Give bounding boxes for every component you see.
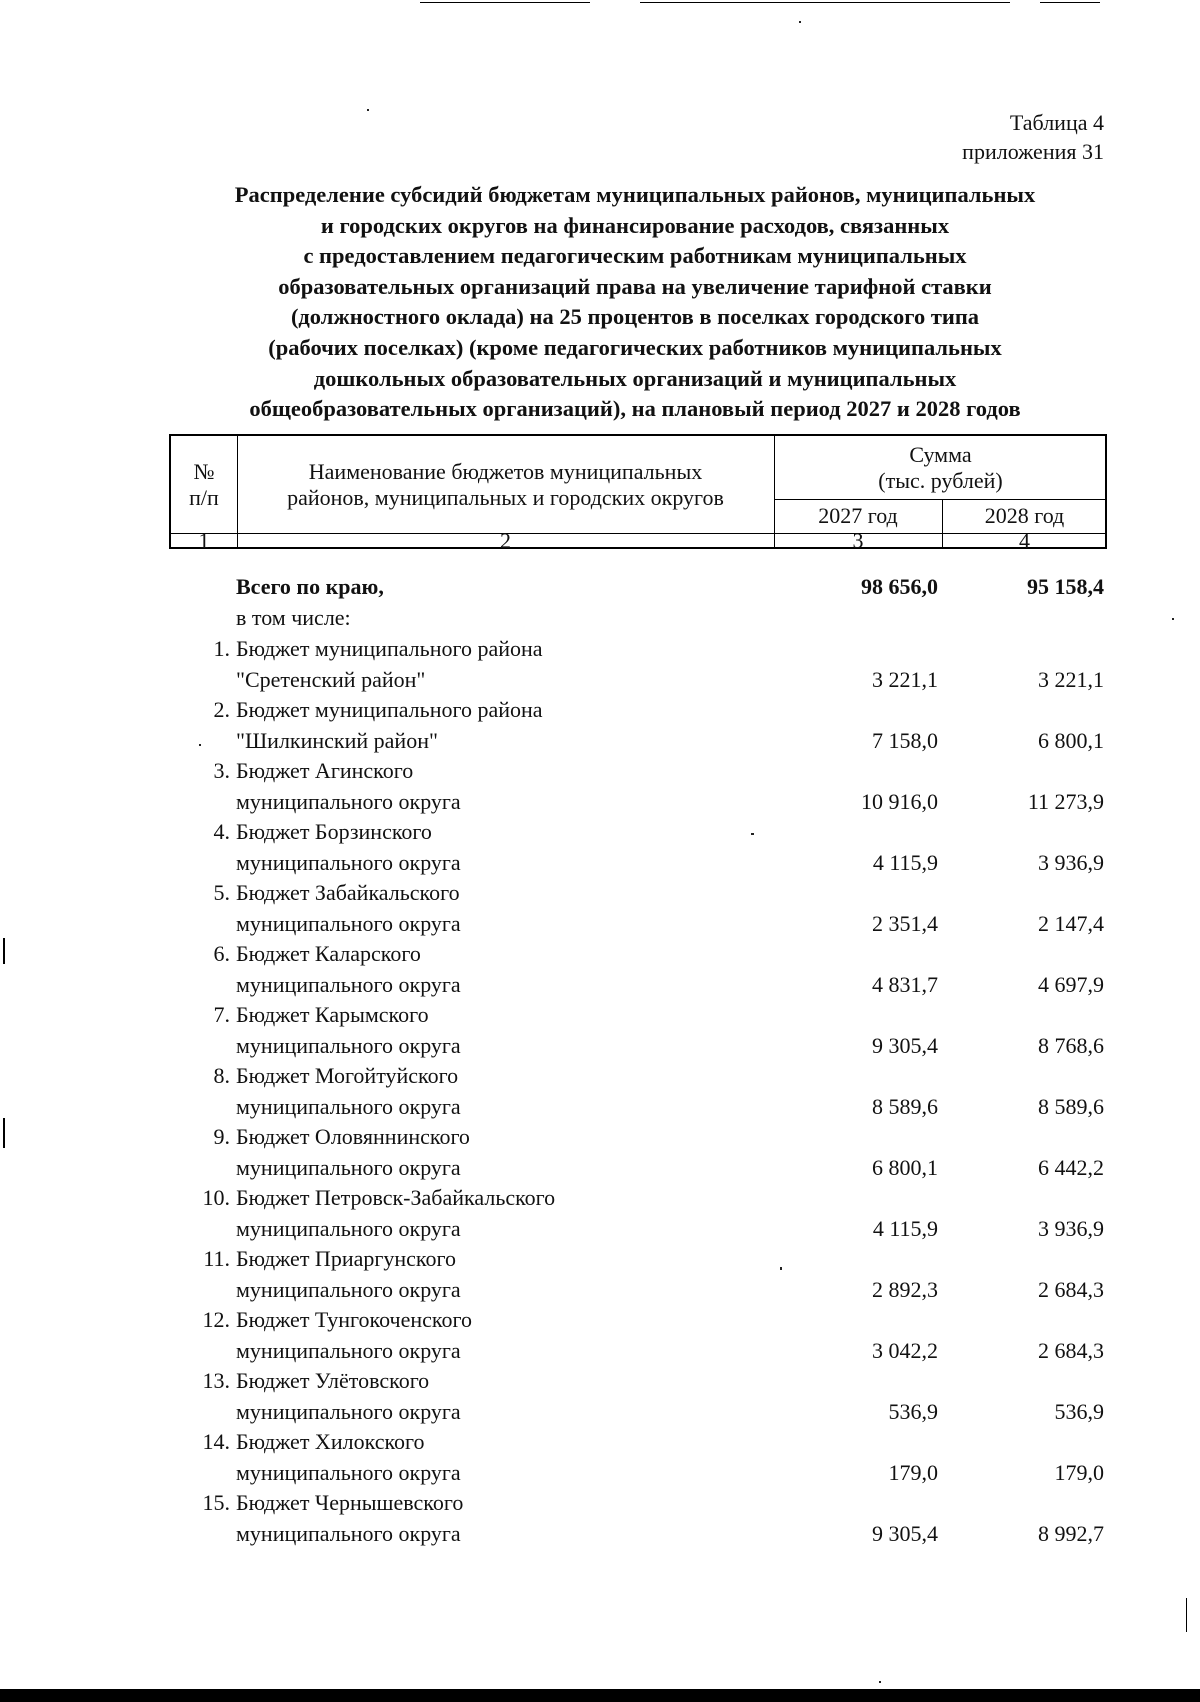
scan-speck: [799, 21, 801, 23]
row-value-2028: 8 589,6: [1038, 1094, 1104, 1119]
row-name-line2: муниципального округа: [236, 850, 461, 875]
row-number: 8.: [213, 1063, 230, 1088]
header-year-2028: 2028 год: [984, 503, 1065, 528]
row-value-2028: 8 768,6: [1038, 1033, 1104, 1058]
row-number: 3.: [213, 758, 230, 783]
column-index: 2: [500, 528, 511, 553]
row-value-2027: 6 800,1: [872, 1155, 938, 1180]
row-value-2027: 536,9: [888, 1399, 938, 1424]
row-name-line1: Бюджет Улётовского: [236, 1368, 430, 1393]
scan-speck: [367, 109, 369, 111]
row-number: 6.: [213, 941, 230, 966]
scan-speck: [780, 1267, 782, 1270]
row-value-2027: 8 589,6: [872, 1094, 938, 1119]
row-name-line2: муниципального округа: [236, 1033, 461, 1058]
row-name-line1: Бюджет Могойтуйского: [236, 1063, 459, 1088]
row-value-2028: 2 684,3: [1038, 1338, 1104, 1363]
row-number: 15.: [202, 1490, 230, 1515]
column-index: 4: [1019, 528, 1030, 553]
row-value-2028: 2 147,4: [1038, 911, 1104, 936]
header-name-line: районов, муниципальных и городских округов: [287, 484, 724, 510]
row-value-2028: 2 684,3: [1038, 1277, 1104, 1302]
scan-bottom-edge: [0, 1689, 1200, 1702]
scan-margin-mark: [1186, 1598, 1187, 1632]
row-name-line1: Бюджет Тунгокоченского: [236, 1307, 472, 1332]
row-number: 13.: [202, 1368, 230, 1393]
row-value-2027: 10 916,0: [861, 789, 938, 814]
row-value-2027: 4 831,7: [872, 972, 938, 997]
row-value-2028: 8 992,7: [1038, 1521, 1104, 1546]
column-index: 3: [852, 528, 864, 553]
row-value-2028: 3 936,9: [1038, 850, 1104, 875]
row-value-2027: 2 892,3: [872, 1277, 938, 1302]
row-name-line1: Бюджет Хилокского: [236, 1429, 425, 1454]
total-label: Всего по краю,: [236, 574, 384, 599]
row-value-2028: 3 936,9: [1038, 1216, 1104, 1241]
title-line: дошкольных образовательных организаций и муниципальных: [313, 365, 957, 391]
row-number: 5.: [213, 880, 230, 905]
row-name-line2: муниципального округа: [236, 1277, 461, 1302]
title-line: общеобразовательных организаций), на плановый период 2027 и 2028 годов: [249, 396, 1021, 422]
annex-appendix-number: приложения 31: [962, 139, 1104, 164]
header-sum: [774, 436, 1107, 499]
row-name-line2: муниципального округа: [236, 1094, 461, 1119]
header-number-column: [171, 436, 237, 533]
row-name-line1: Бюджет Агинского: [236, 758, 414, 783]
row-number: 1.: [213, 636, 230, 661]
row-name-line2: муниципального округа: [236, 789, 461, 814]
row-value-2028: 11 273,9: [1027, 789, 1104, 814]
row-value-2028: 6 442,2: [1038, 1155, 1104, 1180]
title-line: Распределение субсидий бюджетам муниципальных районов, муниципальных: [234, 182, 1036, 207]
title-line: (должностного оклада) на 25 процентов в поселках городского типа: [290, 304, 980, 330]
row-name-line2: муниципального округа: [236, 1338, 461, 1363]
row-name-line1: Бюджет Приаргунского: [236, 1246, 456, 1271]
row-number: 11.: [203, 1246, 230, 1271]
document-title: [160, 180, 1110, 425]
scan-speck: [751, 833, 754, 835]
row-name-line2: муниципального округа: [236, 972, 461, 997]
row-value-2027: 3 221,1: [872, 667, 938, 692]
annex-table-number: Таблица 4: [1009, 110, 1104, 135]
row-value-2028: 6 800,1: [1038, 728, 1104, 753]
row-value-2027: 9 305,4: [872, 1033, 938, 1058]
row-name-line1: Бюджет Каларского: [236, 941, 421, 966]
scan-margin-mark: [3, 1118, 5, 1148]
header-name-column: [237, 436, 774, 533]
header-number-sign: №: [193, 458, 215, 484]
row-name-line2: муниципального округа: [236, 1460, 461, 1485]
title-line: и городских округов на финансирование расходов, связанных: [320, 212, 950, 238]
row-name-line1: Бюджет Забайкальского: [236, 880, 460, 905]
header-year-2027: 2027 год: [818, 503, 898, 528]
including-label: в том числе:: [236, 605, 351, 630]
scan-speck: [879, 1681, 881, 1683]
row-value-2027: 4 115,9: [872, 1216, 938, 1241]
row-name-line1: Бюджет Карымского: [236, 1002, 429, 1027]
row-value-2028: 536,9: [1054, 1399, 1104, 1424]
row-name-line1: Бюджет муниципального района: [236, 697, 543, 722]
row-name-line1: Бюджет муниципального района: [236, 636, 543, 661]
row-number: 10.: [202, 1185, 230, 1210]
row-number: 4.: [213, 819, 230, 844]
row-name-line2: муниципального округа: [236, 1216, 461, 1241]
row-name-line1: Бюджет Петровск-Забайкальского: [236, 1185, 556, 1210]
row-name-line2: "Сретенский район": [236, 667, 426, 692]
row-name-line1: Бюджет Оловяннинского: [236, 1124, 470, 1149]
row-value-2027: 179,0: [888, 1460, 938, 1485]
row-name-line1: Бюджет Борзинского: [236, 819, 432, 844]
scan-speck: [1172, 618, 1174, 620]
table-header: [169, 434, 1107, 553]
header-name-line: Наименование бюджетов муниципальных: [308, 458, 703, 484]
header-sum-unit: (тыс. рублей): [878, 467, 1003, 493]
row-number: 14.: [202, 1429, 230, 1454]
scan-margin-mark: [3, 938, 5, 964]
header-number-abbrev: п/п: [189, 484, 219, 510]
row-name-line2: муниципального округа: [236, 1399, 461, 1424]
row-name-line1: Бюджет Чернышевского: [236, 1490, 464, 1515]
row-name-line2: "Шилкинский район": [236, 728, 438, 753]
row-value-2028: 4 697,9: [1038, 972, 1104, 997]
title-line: с предоставлением педагогическим работникам муниципальных: [303, 243, 967, 269]
row-value-2027: 3 042,2: [872, 1338, 938, 1363]
total-2028: 95 158,4: [1027, 574, 1104, 599]
row-number: 2.: [213, 697, 230, 722]
scan-top-rule: [420, 2, 590, 3]
column-index: 1: [198, 528, 210, 553]
row-value-2028: 179,0: [1054, 1460, 1104, 1485]
row-name-line2: муниципального округа: [236, 1155, 461, 1180]
annex-reference: [962, 108, 1104, 166]
row-value-2027: 9 305,4: [872, 1521, 938, 1546]
scan-speck: [199, 744, 201, 746]
title-line: образовательных организаций права на увеличение тарифной ставки: [278, 273, 992, 299]
scan-top-rule: [640, 2, 1010, 3]
title-line: (рабочих поселках) (кроме педагогических работников муниципальных: [268, 334, 1002, 360]
total-2027: 98 656,0: [861, 574, 938, 599]
row-value-2028: 3 221,1: [1038, 667, 1104, 692]
row-value-2027: 2 351,4: [872, 911, 938, 936]
scan-top-rule: [1040, 2, 1100, 3]
row-value-2027: 4 115,9: [872, 850, 938, 875]
row-number: 7.: [213, 1002, 230, 1027]
row-number: 9.: [213, 1124, 230, 1149]
row-name-line2: муниципального округа: [236, 911, 461, 936]
row-number: 12.: [202, 1307, 230, 1332]
row-value-2027: 7 158,0: [872, 728, 938, 753]
row-name-line2: муниципального округа: [236, 1521, 461, 1546]
header-sum-label: Сумма: [909, 441, 972, 467]
